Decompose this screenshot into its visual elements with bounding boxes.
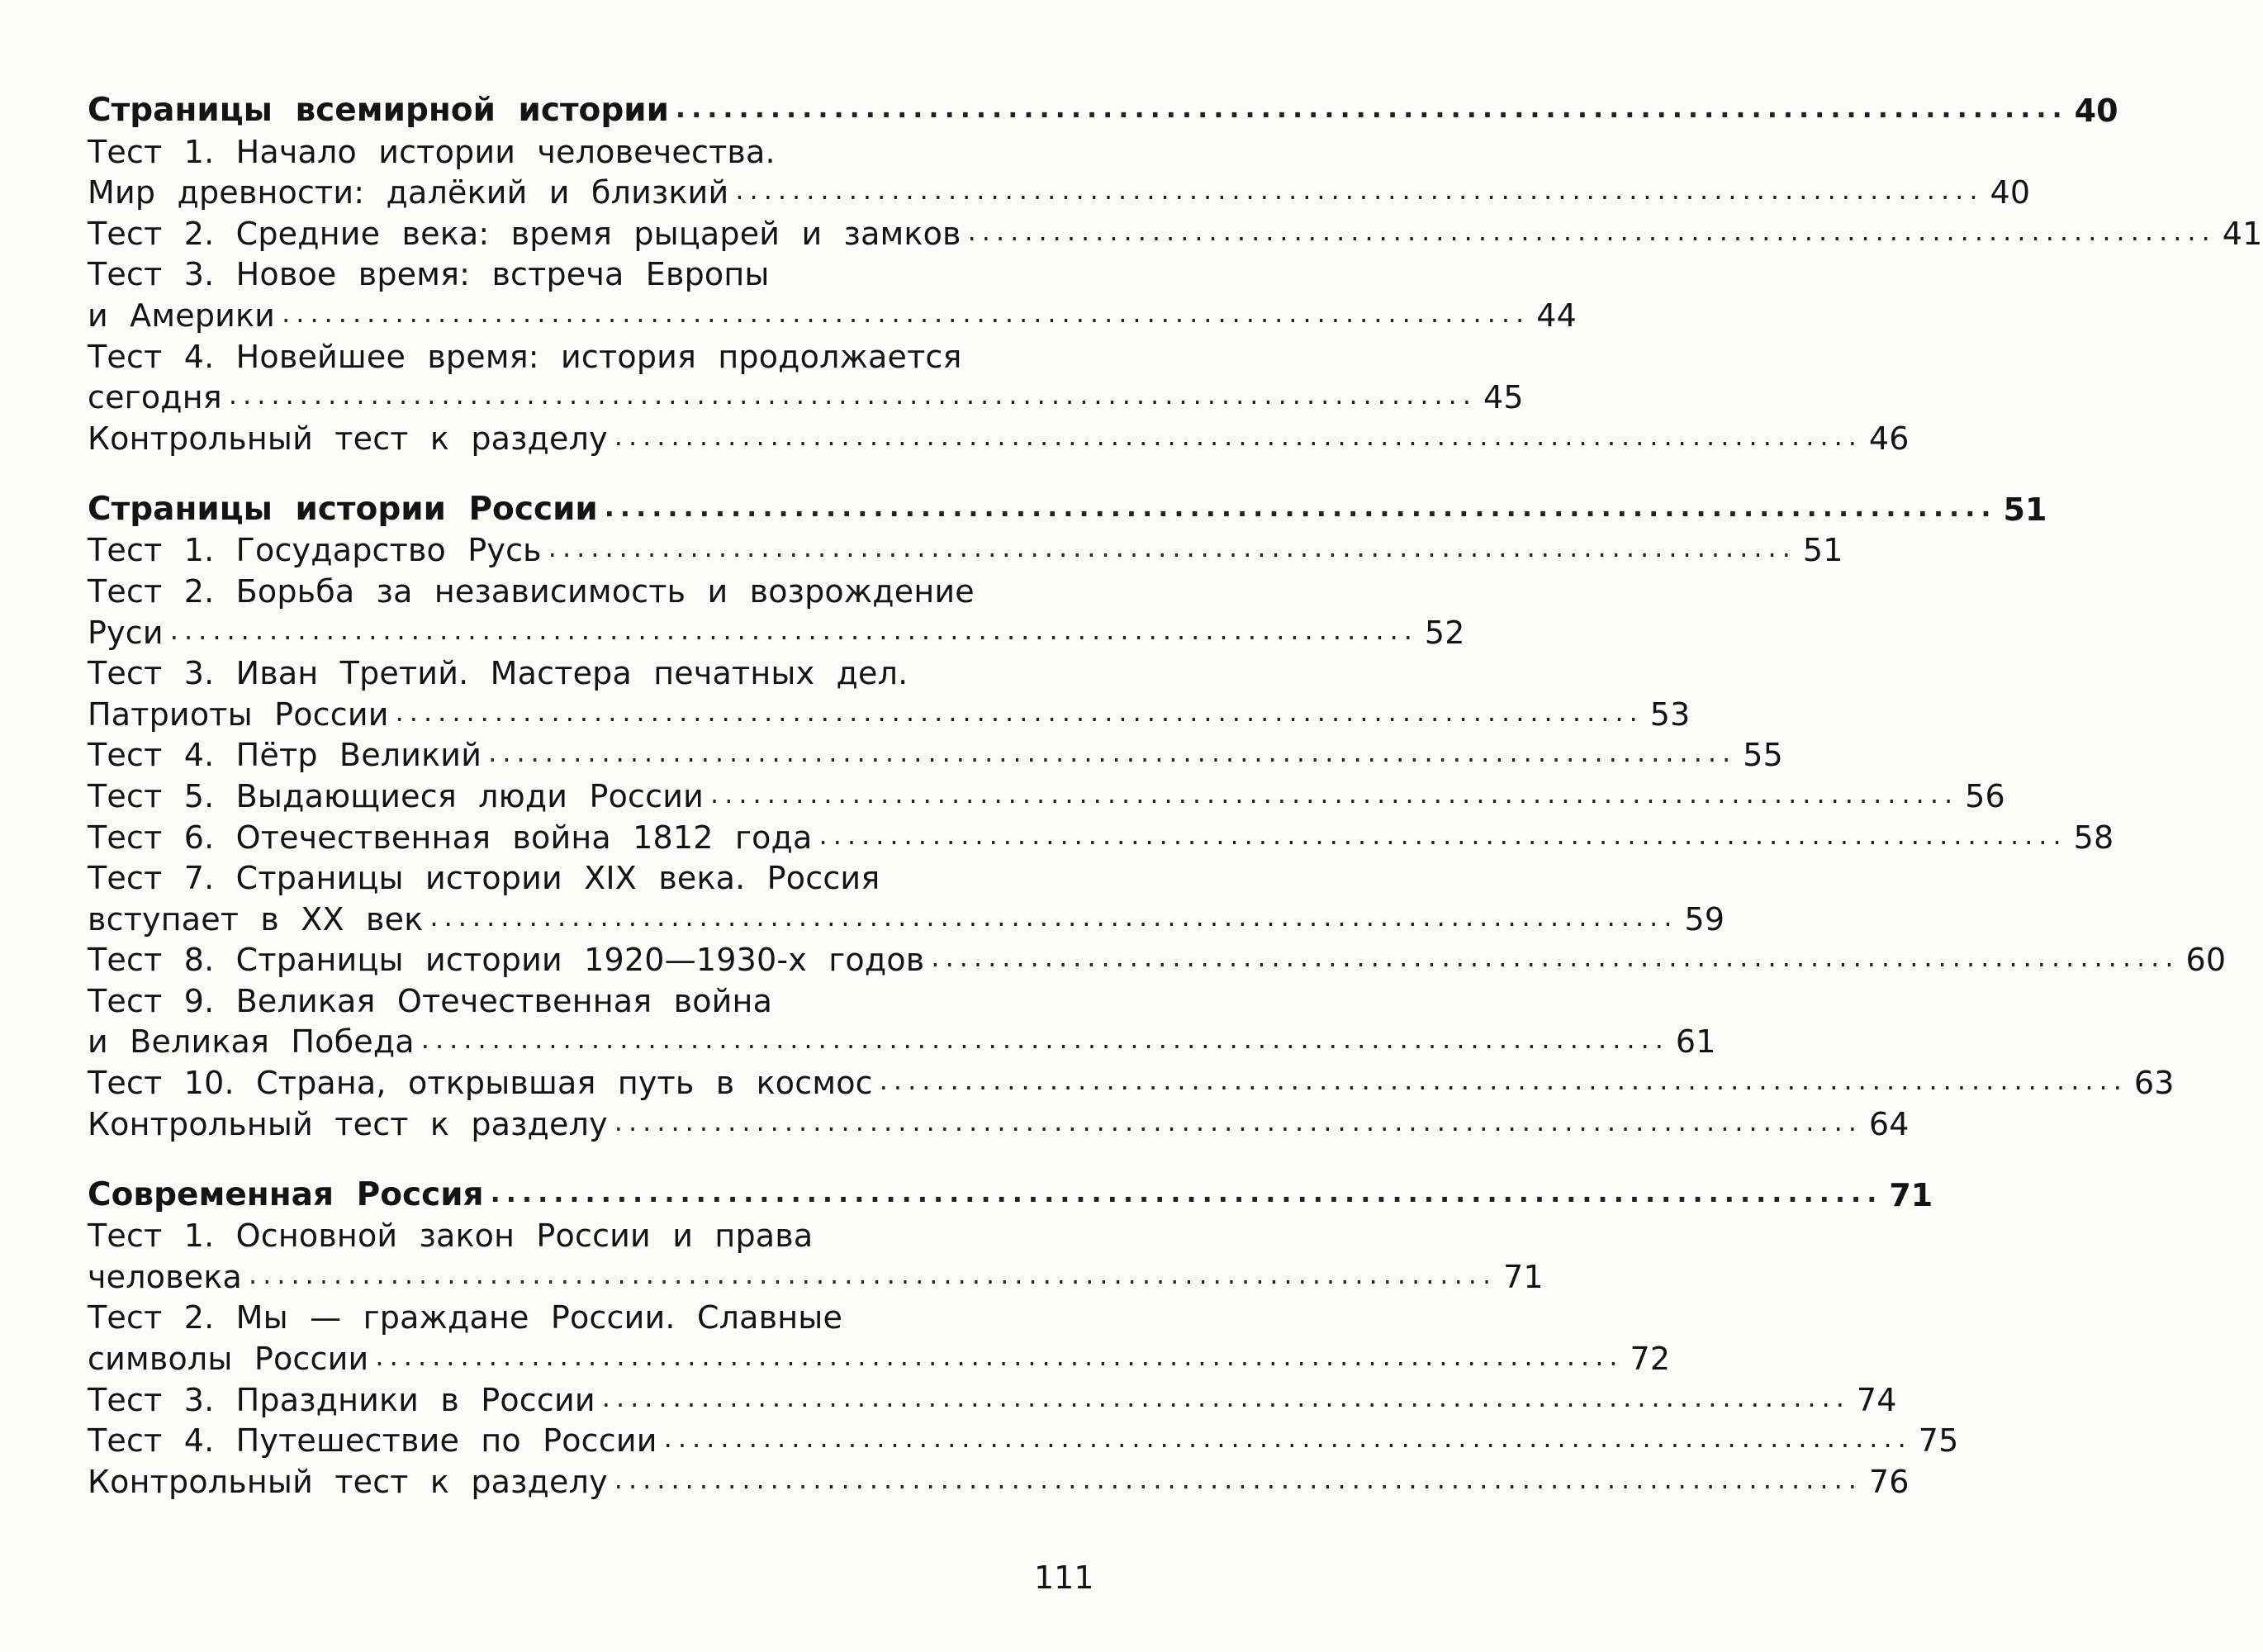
entry-text: Тест 3. Праздники в России bbox=[88, 1381, 595, 1418]
entry-text: Контрольный тест к разделу bbox=[88, 1463, 608, 1500]
dot-leader: ........................................................................................ bbox=[375, 1341, 1624, 1373]
dot-leader: ........................................................................................ bbox=[614, 1463, 1862, 1495]
entry-page: 58 bbox=[2073, 819, 2114, 856]
toc-entry bbox=[88, 651, 1087, 692]
entry-text: Патриоты России bbox=[88, 695, 389, 733]
section-page: 40 bbox=[2074, 93, 2118, 129]
dot-leader: ........................................................................................ bbox=[228, 379, 1477, 411]
dot-leader: ........................................................................................ bbox=[735, 174, 1984, 206]
entry-page: 75 bbox=[1918, 1422, 1959, 1460]
dot-leader: ........................................................................................ bbox=[488, 737, 1737, 769]
toc-entry bbox=[88, 528, 1843, 569]
entry-page: 52 bbox=[1424, 614, 1465, 651]
section-title: Современная Россия bbox=[88, 1175, 484, 1213]
toc-entry bbox=[88, 568, 1087, 610]
toc-entry bbox=[88, 170, 2031, 211]
toc-entry bbox=[88, 1101, 1910, 1142]
dot-leader: ........................................................................................ bbox=[169, 614, 1418, 646]
dot-leader: ........................................................................................ bbox=[931, 942, 2180, 974]
toc-entry bbox=[88, 1019, 1716, 1061]
dot-leader: ........................................................................................ bbox=[710, 777, 1959, 809]
toc-entry bbox=[88, 691, 1691, 733]
entry-text: Тест 4. Пётр Великий bbox=[88, 737, 482, 774]
section-heading bbox=[88, 79, 2118, 129]
entry-page: 59 bbox=[1684, 900, 1725, 938]
section-page: 51 bbox=[2003, 491, 2047, 528]
section-heading bbox=[88, 1164, 1933, 1213]
entry-text: Тест 5. Выдающиеся люди России bbox=[88, 777, 705, 814]
dot-leader: ........................................................................................ bbox=[614, 420, 1862, 452]
dot-leader: ........................................................................................ bbox=[818, 819, 2067, 851]
entry-text: Тест 2. Средние века: время рыцарей и замков bbox=[88, 215, 961, 252]
entry-text: Тест 3. Новое время: встреча Европы bbox=[88, 256, 770, 293]
toc-entry bbox=[88, 1377, 1897, 1418]
entry-page: 72 bbox=[1630, 1341, 1671, 1378]
entry-text: Тест 2. Мы — граждане России. Славные bbox=[88, 1299, 843, 1336]
toc-entry bbox=[88, 1213, 1087, 1255]
toc-entry bbox=[88, 1060, 2175, 1102]
dot-leader: ........................................................................................ bbox=[614, 1105, 1862, 1137]
toc-section-russia-history bbox=[88, 478, 2227, 1142]
toc-entry bbox=[88, 733, 1783, 774]
dot-leader: ........................................................................................ bbox=[967, 215, 2216, 247]
dot-leader: ........................................................................................ bbox=[395, 695, 1644, 728]
toc-entry bbox=[88, 773, 2005, 814]
entry-text: Тест 4. Новейшее время: история продолжается bbox=[88, 338, 962, 375]
entry-text: и Америки bbox=[88, 297, 276, 334]
toc-entry bbox=[88, 856, 1087, 897]
section-title: Страницы истории России bbox=[88, 490, 598, 528]
toc-entry bbox=[88, 375, 1524, 416]
dot-leader: ........................................................................................ bbox=[663, 1422, 1912, 1455]
entry-page: 63 bbox=[2133, 1065, 2175, 1102]
toc-entry bbox=[88, 896, 1725, 938]
entry-text: символы России bbox=[88, 1341, 369, 1378]
dot-leader: ........................................................................................ bbox=[879, 1065, 2128, 1097]
entry-text: и Великая Победа bbox=[88, 1023, 415, 1061]
dot-leader: ........................................................................................ bbox=[604, 491, 1997, 523]
entry-text: Тест 4. Путешествие по России bbox=[88, 1422, 657, 1460]
toc-entry bbox=[88, 1418, 1959, 1460]
entry-text: Тест 3. Иван Третий. Мастера печатных дел. bbox=[88, 655, 909, 692]
entry-page: 46 bbox=[1868, 420, 1910, 457]
toc-entry bbox=[88, 292, 1577, 334]
entry-page: 45 bbox=[1483, 379, 1524, 416]
toc-entry bbox=[88, 129, 1087, 170]
section-heading bbox=[88, 478, 2047, 528]
toc-entry bbox=[88, 978, 1087, 1019]
entry-text: сегодня bbox=[88, 379, 222, 416]
entry-text: Тест 9. Великая Отечественная война bbox=[88, 982, 773, 1019]
dot-leader: ........................................................................................ bbox=[282, 297, 1530, 329]
entry-text: Тест 8. Страницы истории 1920—1930-х годов bbox=[88, 942, 925, 979]
entry-text: вступает в XX век bbox=[88, 900, 424, 938]
entry-page: 71 bbox=[1503, 1258, 1544, 1295]
entry-page: 56 bbox=[1965, 777, 2005, 814]
entry-text: Мир древности: далёкий и близкий bbox=[88, 174, 729, 211]
entry-text: человека bbox=[88, 1258, 242, 1295]
dot-leader: ........................................................................................ bbox=[420, 1023, 1669, 1056]
toc-entry bbox=[88, 1459, 1910, 1500]
toc-entry bbox=[88, 610, 1465, 651]
toc-entry bbox=[88, 252, 1087, 293]
toc-entry bbox=[88, 334, 1087, 375]
entry-text: Контрольный тест к разделу bbox=[88, 420, 608, 457]
entry-page: 76 bbox=[1868, 1463, 1910, 1500]
dot-leader: ........................................................................................ bbox=[675, 93, 2068, 124]
entry-text: Тест 2. Борьба за независимость и возрождение bbox=[88, 572, 975, 610]
entry-text: Тест 1. Государство Русь bbox=[88, 532, 542, 569]
entry-page: 60 bbox=[2185, 942, 2227, 979]
toc-entry bbox=[88, 211, 2263, 252]
entry-page: 44 bbox=[1536, 297, 1577, 334]
entry-text: Тест 1. Начало истории человечества. bbox=[88, 133, 776, 170]
entry-text: Тест 10. Страна, открывшая путь в космос bbox=[88, 1065, 873, 1102]
entry-page: 53 bbox=[1649, 695, 1691, 733]
toc-entry bbox=[88, 1295, 1087, 1336]
entry-page: 41 bbox=[2222, 215, 2263, 252]
toc-section-world-history bbox=[88, 79, 2263, 457]
entry-text: Контрольный тест к разделу bbox=[88, 1105, 608, 1142]
entry-page: 61 bbox=[1675, 1023, 1716, 1061]
dot-leader: ........................................................................................ bbox=[548, 532, 1796, 564]
toc-entry bbox=[88, 415, 1910, 457]
dot-leader: ........................................................................................ bbox=[490, 1176, 1883, 1208]
entry-page: 40 bbox=[1990, 174, 2031, 211]
dot-leader: ........................................................................................ bbox=[601, 1381, 1850, 1413]
entry-text: Руси bbox=[88, 614, 164, 651]
dot-leader: ........................................................................................ bbox=[429, 900, 1678, 933]
dot-leader: ........................................................................................ bbox=[248, 1258, 1497, 1290]
table-of-contents bbox=[88, 79, 2263, 1521]
entry-text: Тест 7. Страницы истории XIX века. Россия bbox=[88, 860, 880, 897]
toc-entry bbox=[88, 1254, 1544, 1295]
toc-entry bbox=[88, 814, 2114, 856]
toc-section-modern-russia bbox=[88, 1164, 1959, 1500]
entry-page: 64 bbox=[1868, 1105, 1910, 1142]
entry-text: Тест 1. Основной закон России и права bbox=[88, 1218, 814, 1255]
entry-text: Тест 6. Отечественная война 1812 года bbox=[88, 819, 813, 856]
page-number: 111 bbox=[1034, 1559, 1094, 1596]
entry-page: 55 bbox=[1743, 737, 1783, 774]
section-title: Страницы всемирной истории bbox=[88, 92, 669, 129]
entry-page: 51 bbox=[1802, 532, 1843, 569]
toc-entry bbox=[88, 938, 2227, 979]
toc-entry bbox=[88, 1336, 1671, 1378]
section-page: 71 bbox=[1889, 1176, 1933, 1213]
entry-page: 74 bbox=[1856, 1381, 1897, 1418]
